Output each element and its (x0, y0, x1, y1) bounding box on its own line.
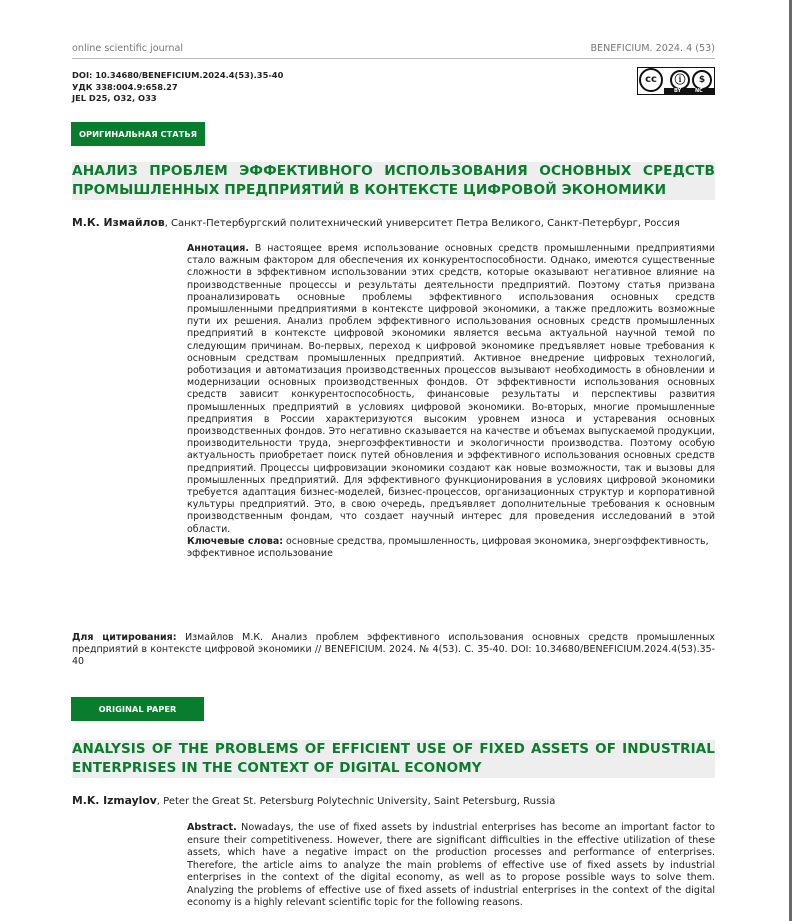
citation-label: Для цитирования: (72, 632, 177, 643)
abstract-text-en: Nowadays, the use of fixed assets by industrial enterprises has become an important factor to ensure their competitiveness. However, there are significant difficulties in the effective utilization of these assets, which have a negative impact on the production processes and performance of enterprises. Therefore, the article aims to analyze the main problems of effective use of fixed assets by industrial enterprises in the context of the digital economy, as well as to propose possible ways to solve them. Analyzing the problems of effective use of fixed assets of industrial enterprises in the context of the digital economy is a highly relevant scientific topic for the following reasons. (187, 822, 715, 908)
author-name-en: M.K. Izmaylov (72, 794, 157, 807)
author-name-ru: М.К. Измайлов (72, 216, 165, 229)
author-affiliation-ru: , Санкт-Петербургский политехнический университет Петра Великого, Санкт-Петербург, Россия (165, 218, 680, 229)
abstract-en (187, 822, 715, 910)
title-ru-line1: АНАЛИЗ ПРОБЛЕМ ЭФФЕКТИВНОГО ИСПОЛЬЗОВАНИЯ ОСНОВНЫХ СРЕДСТВ (72, 162, 715, 181)
nc-label: NC (695, 88, 703, 94)
cc-icon: cc (639, 68, 663, 92)
jel: JEL D25, O32, O33 (72, 93, 283, 105)
issue-label: BENEFICIUM. 2024. 4 (53) (590, 43, 715, 54)
keywords-ru (187, 536, 715, 560)
keywords-label-ru: Ключевые слова: (187, 536, 283, 547)
author-ru (72, 216, 680, 229)
title-en-line2: ENTERPRISES IN THE CONTEXT OF DIGITAL ECONOMY (72, 759, 715, 778)
udk: УДК 338:004.9:658.27 (72, 82, 283, 94)
header-divider (72, 58, 715, 59)
doi: DOI: 10.34680/BENEFICIUM.2024.4(53).35-40 (72, 70, 283, 82)
cc-label-bar (664, 88, 714, 94)
by-attribution-icon: ⓘ (670, 70, 690, 90)
citation-text: Измайлов М.К. Анализ проблем эффективного использования основных средств промышленных предприятий в контексте цифровой экономики // BENEFICIUM. 2024. № 4(53). С. 35-40. DOI: 10.34680/BENEFICIUM.2024.4(53).35-40 (72, 632, 715, 667)
article-title-ru (72, 162, 715, 200)
title-ru-line2: ПРОМЫШЛЕННЫХ ПРЕДПРИЯТИЙ В КОНТЕКСТЕ ЦИФРОВОЙ ЭКОНОМИКИ (72, 181, 715, 200)
abstract-ru (187, 243, 715, 560)
keywords-text-ru: основные средства, промышленность, цифровая экономика, энергоэффективность, эффективное использование (187, 536, 709, 559)
abstract-label-en: Abstract. (187, 822, 237, 833)
author-affiliation-en: , Peter the Great St. Petersburg Polytechnic University, Saint Petersburg, Russia (157, 796, 556, 807)
abstract-label-ru: Аннотация. (187, 243, 249, 254)
abstract-text-ru: В настоящее время использование основных средств промышленными предприятиями стало важным фактором для обеспечения их конкурентоспособности. Однако, имеются существенные сложности в эффективном использовании этих средств, которые оказывают негативное влияние на производственные процессы и результаты деятельности предприятий. Поэтому статья призвана проанализировать основные проблемы эффективного использования основных средств промышленными предприятиями в контексте цифровой экономики, а также предложить возможные пути их решения. Анализ проблем эффективного использования основных средств промышленных предприятий в контексте цифровой экономики является весьма актуальной научной темой по следующим причинам. Во-первых, переход к цифровой экономике предъявляет новые требования к основным средствам промышленных предприятий. Активное внедрение цифровых технологий, роботизация и автоматизация производственных процессов вызывают необходимость в обновлении и модернизации основных производственных фондов. От эффективности использования основных средств зависит конкурентоспособность, финансовые результаты и перспективы развития промышленных предприятий в условиях цифровой экономики. Во-вторых, многие промышленные предприятия в России характеризуются высоким уровнем износа и устаревания основных производственных фондов. Это негативно сказывается на качестве и объемах выпускаемой продукции, производительности труда, энергоэффективности и экологичности производства. Поэтому особую актуальность приобретает поиск путей обновления и эффективного использования основных средств предприятий. Процессы цифровизации экономики создают как новые возможности, так и вызовы для промышленных предприятий. Для эффективного функционирования в условиях цифровой экономики требуется адаптация бизнес-моделей, бизнес-процессов, организационных структур и корпоративной культуры предприятий. Это, в свою очередь, предъявляет дополнительные требования к основным производственным фондам, что создает научный интерес для проведения исследований в этой области. (187, 243, 715, 535)
article-title-en (72, 740, 715, 778)
title-en-line1: ANALYSIS OF THE PROBLEMS OF EFFICIENT USE OF FIXED ASSETS OF INDUSTRIAL (72, 740, 715, 759)
original-paper-badge: ORIGINAL PAPER (71, 697, 204, 721)
journal-label: online scientific journal (72, 43, 183, 54)
cc-license-badge[interactable] (637, 67, 715, 95)
author-en (72, 794, 555, 807)
identifiers (72, 70, 283, 105)
citation-ru (72, 632, 715, 669)
by-label: BY (674, 88, 681, 94)
noncommercial-icon: $ (692, 70, 712, 90)
original-article-badge: ОРИГИНАЛЬНАЯ СТАТЬЯ (71, 122, 205, 146)
